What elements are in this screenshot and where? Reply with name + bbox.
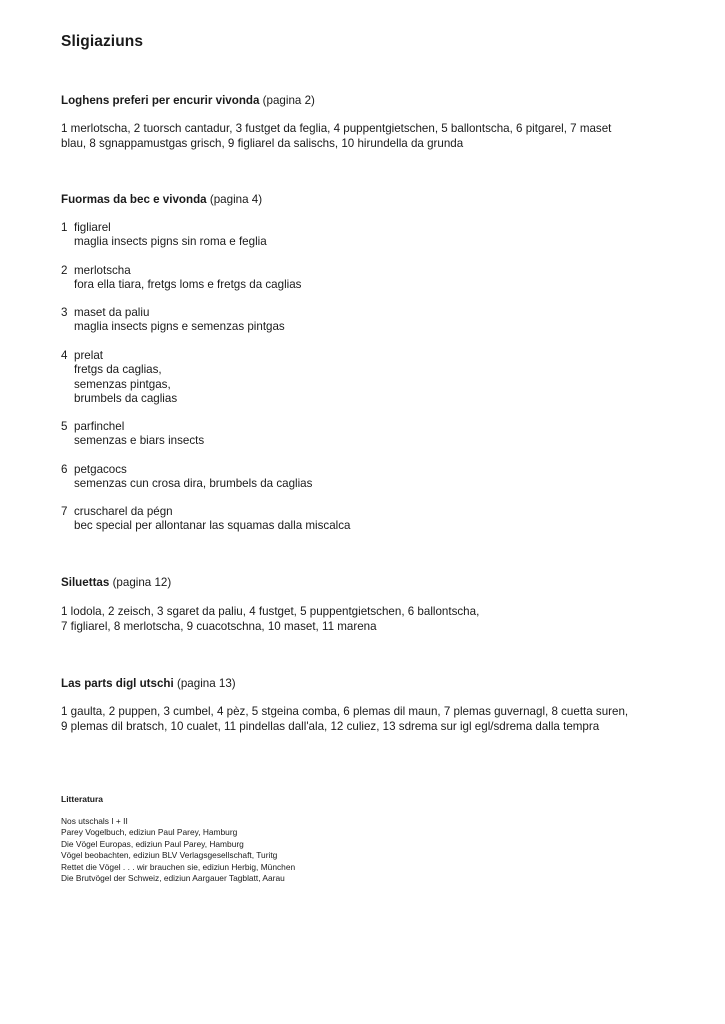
- section-heading-text: Loghens preferi per encurir vivonda: [61, 94, 260, 107]
- item-name: merlotscha: [74, 264, 131, 277]
- literature-entry: Nos utschals I + II: [61, 816, 128, 826]
- section-page-ref: (pagina 12): [112, 576, 172, 589]
- item-name: maset da paliu: [74, 306, 150, 319]
- item-number: 3: [61, 306, 68, 319]
- text-line: 7 figliarel, 8 merlotscha, 9 cuacotschna, 10 maset, 11 marena: [61, 620, 377, 633]
- item-number: 5: [61, 420, 68, 433]
- section-text-feeding-places: [61, 121, 701, 151]
- page-title: Sligiaziuns: [61, 33, 144, 50]
- item-description: semenzas pintgas,: [74, 377, 171, 391]
- section-heading-text: Fuormas da bec e vivonda: [61, 193, 207, 206]
- item-description: bec special per allontanar las squamas dalla miscalca: [74, 519, 351, 533]
- section-page-ref: (pagina 4): [209, 193, 263, 206]
- item-number: 1: [61, 221, 68, 234]
- section-page-ref: (pagina 2): [262, 94, 315, 107]
- section-text-bird-parts: [61, 704, 701, 734]
- text-line: 1 lodola, 2 zeisch, 3 sgaret da paliu, 4 fustget, 5 puppentgietschen, 6 ballontscha,: [61, 605, 480, 618]
- section-heading-text: Siluettas: [61, 576, 110, 589]
- item-description: fretgs da caglias,: [74, 363, 162, 377]
- item-number: 2: [61, 264, 68, 277]
- item-number: 6: [61, 463, 68, 476]
- literature-entry: Die Vögel Europas, ediziun Paul Parey, Hamburg: [61, 838, 244, 849]
- text-line: 9 plemas dil bratsch, 10 cualet, 11 pindellas dall'ala, 12 culiez, 13 sdrema sur igl egl/sdrema dalla tempra: [61, 720, 600, 733]
- section-heading-beak-shapes: [61, 192, 262, 207]
- section-heading-silhouettes: [61, 575, 171, 590]
- section-page-ref: (pagina 13): [176, 677, 236, 690]
- list-item: [61, 505, 350, 534]
- literature-entry: Vögel beobachten, ediziun BLV Verlagsgesellschaft, Turitg: [61, 850, 278, 861]
- section-heading-text: Las parts digl utschi: [61, 677, 174, 690]
- item-description: maglia insects pigns sin roma e feglia: [74, 235, 267, 249]
- literature-heading: Litteratura: [61, 794, 104, 804]
- section-heading-feeding-places: [61, 93, 315, 108]
- list-item: [61, 264, 301, 293]
- item-name: parfinchel: [74, 420, 125, 433]
- list-item: [61, 463, 312, 492]
- text-line: 1 gaulta, 2 puppen, 3 cumbel, 4 pèz, 5 stgeina comba, 6 plemas dil maun, 7 plemas guvernagl, 8 cuetta suren,: [61, 705, 629, 718]
- item-description: maglia insects pigns e semenzas pintgas: [74, 320, 285, 334]
- item-description: brumbels da caglias: [74, 391, 178, 405]
- section-heading-bird-parts: [61, 676, 236, 691]
- list-item: [61, 349, 177, 406]
- text-line: 1 merlotscha, 2 tuorsch cantadur, 3 fustget da feglia, 4 puppentgietschen, 5 ballontscha, 6 pitgarel, 7 maset: [61, 122, 612, 135]
- text-line: blau, 8 sgnappamustgas grisch, 9 figliarel da salischs, 10 hirundella da grunda: [61, 137, 464, 150]
- item-description: semenzas e biars insects: [74, 434, 205, 448]
- item-number: 7: [61, 505, 68, 518]
- item-number: 4: [61, 349, 68, 362]
- item-name: prelat: [74, 349, 104, 362]
- list-item: [61, 306, 285, 335]
- item-description: semenzas cun crosa dira, brumbels da caglias: [74, 477, 313, 491]
- item-description: fora ella tiara, fretgs loms e fretgs da caglias: [74, 278, 302, 292]
- list-item: [61, 221, 267, 250]
- item-name: petgacocs: [74, 463, 127, 476]
- section-text-silhouettes: [61, 604, 701, 634]
- list-item: [61, 420, 204, 449]
- literature-entry: Rettet die Vögel . . . wir brauchen sie, ediziun Herbig, München: [61, 861, 296, 872]
- literature-entry: Die Brutvögel der Schweiz, ediziun Aargauer Tagblatt, Aarau: [61, 873, 285, 884]
- item-name: cruscharel da pégn: [74, 505, 173, 518]
- literature-entry: Parey Vogelbuch, ediziun Paul Parey, Hamburg: [61, 827, 238, 838]
- literature-list: [61, 816, 295, 884]
- item-name: figliarel: [74, 221, 111, 234]
